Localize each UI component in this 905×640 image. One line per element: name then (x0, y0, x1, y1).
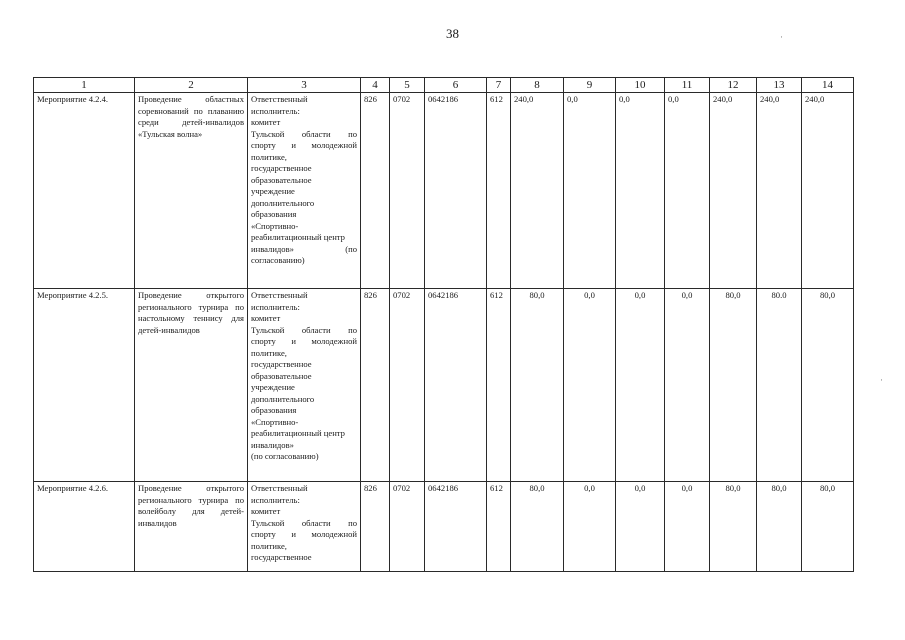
cell-c11: 0,0 (665, 482, 710, 572)
executor-line: согласованию) (251, 255, 305, 265)
col-header-5: 5 (390, 78, 425, 93)
cell-c10: 0,0 (616, 482, 665, 572)
executor-line: исполнитель: (251, 301, 300, 312)
col-header-4: 4 (361, 78, 390, 93)
executor-line: политике, (251, 347, 287, 358)
cell-c8: 80,0 (511, 482, 564, 572)
executor-line: политике, (251, 151, 287, 162)
cell-c5: 0702 (390, 93, 425, 289)
cell-c10: 0,0 (616, 93, 665, 289)
executor-line: инвалидов» (по (251, 243, 357, 254)
executor-line: государственное (251, 163, 312, 173)
cell-c11: 0,0 (665, 93, 710, 289)
executor-line: дополнительного (251, 393, 315, 404)
cell-c5: 0702 (390, 482, 425, 572)
executor-cell (248, 289, 361, 482)
scan-speck: · (880, 375, 883, 385)
cell-c6: 0642186 (425, 93, 487, 289)
cell-c13: 80.0 (757, 289, 802, 482)
executor-line: образовательное (251, 174, 312, 185)
cell-c4: 826 (361, 482, 390, 572)
col-header-9: 9 (564, 78, 616, 93)
col-header-2: 2 (135, 78, 248, 93)
executor-line: государственное (251, 359, 312, 369)
cell-c6: 0642186 (425, 289, 487, 482)
executor-line: реабилитационный центр (251, 428, 345, 438)
executor-line: спорту и молодежной (251, 140, 357, 150)
executor-line: инвалидов» (251, 439, 294, 450)
cell-c14: 80,0 (802, 289, 854, 482)
cell-c6: 0642186 (425, 482, 487, 572)
executor-line: учреждение (251, 186, 295, 196)
cell-c7: 612 (487, 482, 511, 572)
measure-id: Мероприятие 4.2.6. (34, 482, 135, 572)
executor-line: комитет (251, 313, 281, 323)
executor-line: образования (251, 405, 297, 415)
col-header-6: 6 (425, 78, 487, 93)
executor-line: исполнитель: (251, 494, 300, 505)
cell-c4: 826 (361, 289, 390, 482)
executor-cell (248, 482, 361, 572)
executor-line: «Спортивно- (251, 416, 299, 427)
table-row (34, 289, 854, 482)
executor-line: комитет (251, 506, 281, 516)
col-header-12: 12 (710, 78, 757, 93)
cell-c11: 0,0 (665, 289, 710, 482)
scan-speck: · (780, 32, 783, 42)
measure-name: Проведение открытого регионального турнира по настольному теннису для детей-инвалидов (135, 289, 248, 482)
budget-table (33, 77, 854, 572)
cell-c12: 240,0 (710, 93, 757, 289)
cell-c9: 0,0 (564, 93, 616, 289)
table-row (34, 482, 854, 572)
measure-name: Проведение областных соревнований по плаванию среди детей-инвалидов «Тульская волна» (135, 93, 248, 289)
cell-c12: 80,0 (710, 482, 757, 572)
measure-id: Мероприятие 4.2.5. (34, 289, 135, 482)
executor-line: (по согласованию) (251, 451, 319, 461)
cell-c8: 240,0 (511, 93, 564, 289)
col-header-11: 11 (665, 78, 710, 93)
executor-line: политике, (251, 540, 287, 551)
measure-name: Проведение открытого регионального турнира по волейболу для детей-инвалидов (135, 482, 248, 572)
executor-line: «Спортивно- (251, 220, 299, 231)
executor-line: Ответственный (251, 94, 308, 104)
col-header-10: 10 (616, 78, 665, 93)
table-row (34, 93, 854, 289)
cell-c12: 80,0 (710, 289, 757, 482)
page-number: 38 (446, 26, 459, 41)
cell-c7: 612 (487, 289, 511, 482)
executor-line: образования (251, 209, 297, 219)
executor-line: дополнительного (251, 197, 315, 208)
header-row (34, 78, 854, 93)
executor-line: исполнитель: (251, 105, 300, 116)
cell-c9: 0,0 (564, 482, 616, 572)
cell-c10: 0,0 (616, 289, 665, 482)
cell-c14: 240,0 (802, 93, 854, 289)
executor-line: Ответственный (251, 290, 308, 300)
executor-line: спорту и молодежной (251, 336, 357, 346)
executor-line: учреждение (251, 382, 295, 392)
cell-c13: 80,0 (757, 482, 802, 572)
executor-line: Тульской области по (251, 324, 357, 335)
executor-line: комитет (251, 117, 281, 127)
cell-c13: 240,0 (757, 93, 802, 289)
col-header-13: 13 (757, 78, 802, 93)
cell-c5: 0702 (390, 289, 425, 482)
cell-c7: 612 (487, 93, 511, 289)
cell-c9: 0,0 (564, 289, 616, 482)
executor-line: Ответственный (251, 483, 308, 493)
cell-c14: 80,0 (802, 482, 854, 572)
col-header-3: 3 (248, 78, 361, 93)
executor-line: Тульской области по (251, 517, 357, 528)
executor-line: образовательное (251, 370, 312, 381)
col-header-8: 8 (511, 78, 564, 93)
col-header-1: 1 (34, 78, 135, 93)
executor-line: реабилитационный центр (251, 232, 345, 242)
executor-cell (248, 93, 361, 289)
col-header-7: 7 (487, 78, 511, 93)
executor-line: спорту и молодежной (251, 529, 357, 539)
executor-line: Тульской области по (251, 128, 357, 139)
measure-id: Мероприятие 4.2.4. (34, 93, 135, 289)
col-header-14: 14 (802, 78, 854, 93)
executor-line: государственное (251, 552, 312, 562)
cell-c4: 826 (361, 93, 390, 289)
cell-c8: 80,0 (511, 289, 564, 482)
